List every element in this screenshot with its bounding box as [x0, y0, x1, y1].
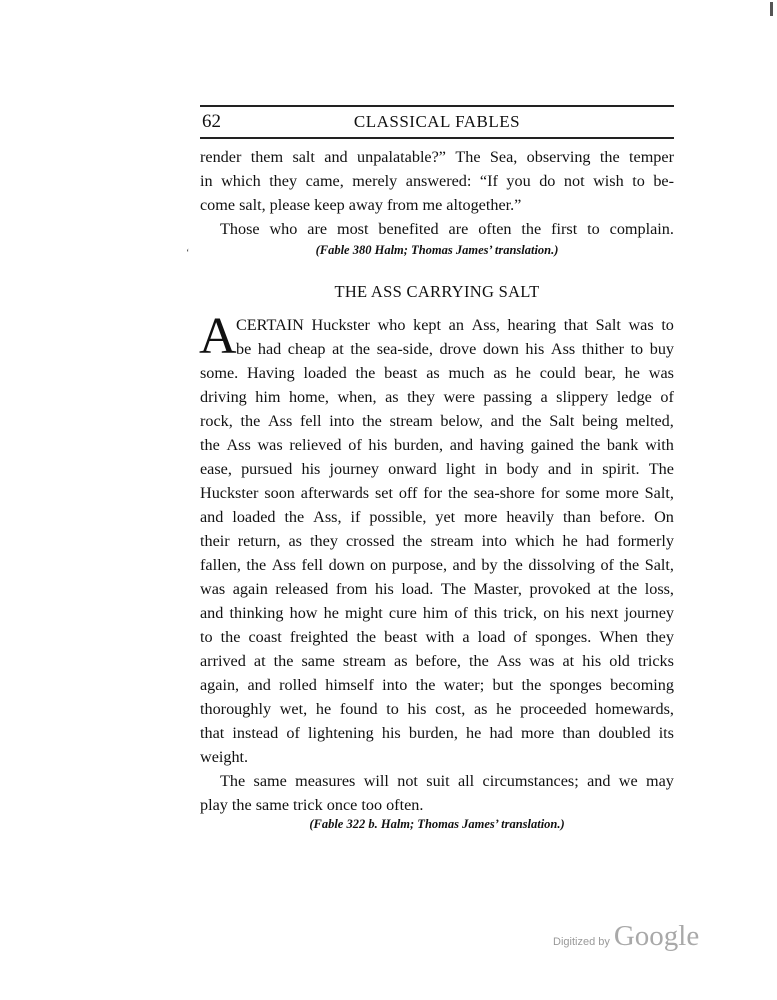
- running-title: CLASSICAL FABLES: [353, 112, 521, 131]
- google-watermark: [553, 920, 699, 953]
- text-line: thoroughly wet, he found to his cost, as he proceeded homewards,: [200, 700, 674, 718]
- scan-speck: ‘: [186, 248, 190, 259]
- moral-line: The same measures will not suit all circumstances; and we may: [220, 772, 674, 790]
- text-line: arrived at the same stream as before, the Ass was at his old tricks: [200, 652, 674, 670]
- text-line: be had cheap at the sea-side, drove down his Ass thither to buy: [236, 340, 674, 358]
- fable-body: [199, 308, 674, 817]
- drop-cap: A: [199, 308, 237, 365]
- page-number: 62: [202, 111, 221, 132]
- page-header: [200, 105, 674, 139]
- text-line: ease, pursued his journey onward light in body and in spirit. The: [200, 460, 674, 478]
- text-line: rock, the Ass fell into the stream below, and the Salt being melted,: [200, 412, 674, 430]
- text-line: that instead of lightening his burden, he had more than doubled its: [200, 724, 674, 742]
- fable-citation: (Fable 322 b. Halm; Thomas James’ translation.): [309, 817, 565, 831]
- text-line: to the coast freighted the beast with a load of sponges. When they: [200, 628, 674, 646]
- text-line: and loaded the Ass, if possible, yet more heavily than before. On: [200, 508, 674, 526]
- moral-line: play the same trick once too often.: [200, 796, 424, 814]
- text-line: render them salt and unpalatable?” The Sea, observing the temper: [200, 148, 674, 166]
- text-line: and thinking how he might cure him of this trick, on his next journey: [200, 604, 674, 622]
- text-line: was again released from his load. The Master, provoked at the loss,: [200, 580, 674, 598]
- text-line: fallen, the Ass fell down on purpose, and by the dissolving of the Salt,: [200, 556, 674, 574]
- google-logo: Google: [613, 920, 700, 952]
- moral-line: Those who are most benefited are often the first to complain.: [220, 220, 674, 238]
- text-line: in which they came, merely answered: “If you do not wish to be-: [200, 172, 674, 190]
- text-line: again, and rolled himself into the water; but the sponges becoming: [200, 676, 674, 694]
- fable-title: THE ASS CARRYING SALT: [334, 282, 540, 301]
- text-line: some. Having loaded the beast as much as he could bear, he was: [200, 364, 674, 382]
- scan-edge-mark: [770, 2, 773, 16]
- previous-fable-ending: [200, 145, 674, 241]
- text-line: driving him home, when, as they were passing a slippery ledge of: [200, 388, 674, 406]
- text-line: their return, as they crossed the stream into which he had formerly: [200, 532, 674, 550]
- text-line: weight.: [200, 748, 249, 766]
- text-line: CERTAIN Huckster who kept an Ass, hearing that Salt was to: [236, 316, 674, 334]
- text-line: Huckster soon afterwards set off for the sea-shore for some more Salt,: [200, 484, 674, 502]
- text-line: the Ass was relieved of his burden, and having gained the bank with: [200, 436, 674, 454]
- watermark-prefix: Digitized by: [553, 936, 610, 948]
- fable-citation: (Fable 380 Halm; Thomas James’ translation.): [315, 243, 559, 257]
- text-line: come salt, please keep away from me altogether.”: [200, 196, 522, 214]
